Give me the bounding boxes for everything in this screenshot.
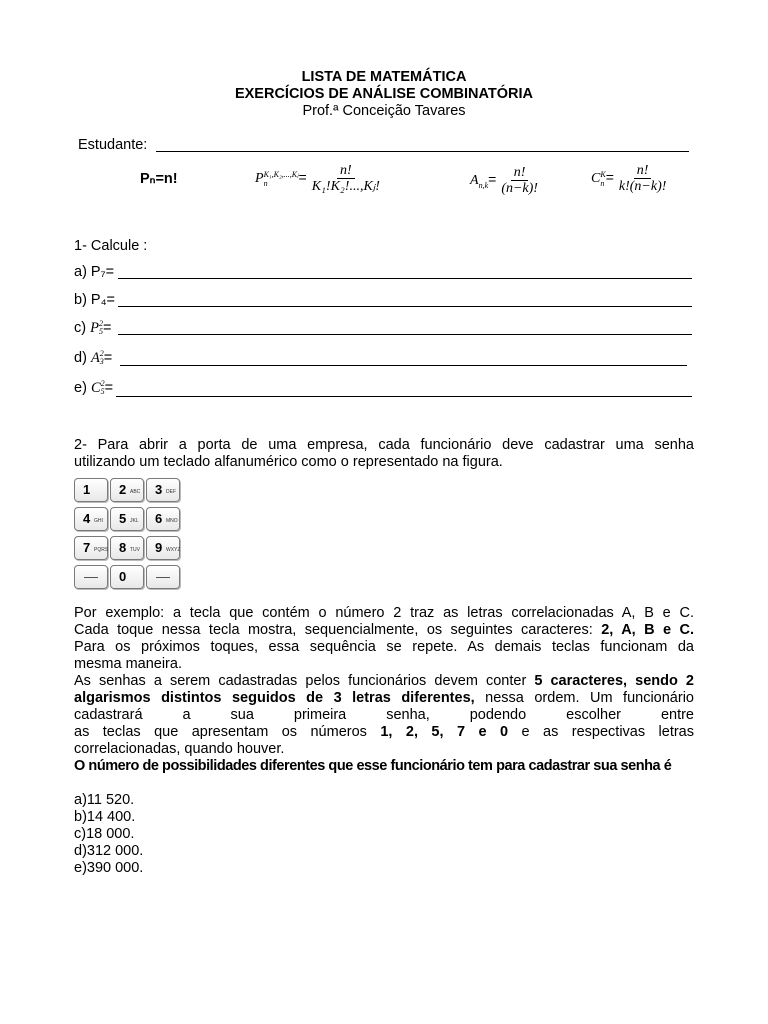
option-d: d)312 000. xyxy=(74,843,144,859)
q2-p1-line-1: Por exemplo: a tecla que contém o número 2 traz as letras correlacionadas A, B e C. xyxy=(74,605,694,621)
key-7 xyxy=(74,536,108,560)
formula-permutation: Pₙ=n! xyxy=(140,171,178,187)
perm-rep-sup: K₁,K₂,...,Kⱼ xyxy=(263,169,299,179)
arr-numerator: n! xyxy=(511,165,529,181)
key-8-digit: 8 xyxy=(119,540,127,555)
key-4 xyxy=(74,507,108,531)
key-0-digit: 0 xyxy=(119,569,127,584)
professor-name: Prof.ª Conceição Tavares xyxy=(302,103,466,119)
q2-p2-line-1-bold: 5 caracteres, sendo 2 xyxy=(534,673,694,689)
q1-item-e xyxy=(74,380,113,397)
key-4-letters: GHI xyxy=(94,518,103,524)
q2-question: O número de possibilidades diferentes que esse funcionário tem para cadastrar sua senha é xyxy=(74,758,672,774)
q1-answer-line-d xyxy=(120,365,687,366)
key-9-digit: 9 xyxy=(155,540,163,555)
key-0 xyxy=(110,565,144,589)
key-1-digit: 1 xyxy=(83,482,91,497)
title-line-2: EXERCÍCIOS DE ANÁLISE COMBINATÓRIA xyxy=(234,86,534,102)
q2-p1-line-2 xyxy=(74,622,694,638)
q2-p2-line-2-text: nessa ordem. Um funcionário xyxy=(485,690,694,706)
key-5-digit: 5 xyxy=(119,511,127,526)
option-a: a)11 520. xyxy=(74,792,135,808)
key-3-digit: 3 xyxy=(155,482,163,497)
q2-p2-line-2 xyxy=(74,690,694,706)
comb-symbol: C xyxy=(591,171,601,187)
key-2 xyxy=(110,478,144,502)
formula-permutation-repetition: P K₁,K₂,...,Kⱼ n = $\frac{n!}{\text{K₁!K₂!...,Kⱼ!}}$ xyxy=(255,163,383,194)
q1-answer-line-a xyxy=(118,278,692,279)
arr-denominator: (n−k)! xyxy=(501,181,538,196)
key-8-letters: TUV xyxy=(130,547,140,553)
dash-icon xyxy=(156,577,170,578)
q1-item-e-sub: 5 xyxy=(100,387,105,397)
arr-symbol: A xyxy=(470,173,479,189)
q1-item-d-sub: 3 xyxy=(99,357,104,367)
q1-item-e-symbol: C xyxy=(90,380,101,396)
key-2-letters: ABC xyxy=(130,489,141,495)
dash-icon xyxy=(84,577,98,578)
comb-numerator: n! xyxy=(634,163,652,179)
option-c: c)18 000. xyxy=(74,826,135,842)
q1-item-c-sup: 2 xyxy=(98,319,103,329)
q1-answer-line-e xyxy=(116,396,692,397)
key-blank-right xyxy=(146,565,180,589)
q2-p2-line-1 xyxy=(74,673,694,689)
key-5-letters: JKL xyxy=(130,518,139,524)
q1-item-c xyxy=(74,320,111,337)
comb-sub: n xyxy=(600,178,605,188)
q1-title: 1- Calcule : xyxy=(74,238,148,254)
perm-rep-sub: n xyxy=(263,178,268,188)
q1-item-e-sup: 2 xyxy=(100,379,105,389)
key-6 xyxy=(146,507,180,531)
title-line-1: LISTA DE MATEMÁTICA xyxy=(301,69,467,85)
key-9 xyxy=(146,536,180,560)
key-5 xyxy=(110,507,144,531)
q2-p1-line-3: Para os próximos toques, essa sequência se repete. As demais teclas funcionam da xyxy=(74,639,694,655)
key-7-letters: PQRS xyxy=(94,547,109,553)
q1-item-b: b) P₄= xyxy=(74,292,115,308)
q1-item-d-eq: = xyxy=(103,350,113,366)
formula-arrangement: $A_{n,k}=$ $\frac{n!}{(n-k)!}$ xyxy=(470,165,541,196)
q2-p2-line-5: correlacionadas, quando houver. xyxy=(74,741,285,757)
option-e: e)390 000. xyxy=(74,860,144,876)
q1-answer-line-c xyxy=(118,334,692,335)
key-6-letters: MNO xyxy=(166,518,178,524)
q2-p2-line-4-text-a: as teclas que apresentam os números xyxy=(74,724,367,740)
q2-intro-line-1: 2- Para abrir a porta de uma empresa, cada funcionário deve cadastrar uma senha xyxy=(74,437,694,453)
key-2-digit: 2 xyxy=(119,482,127,497)
key-9-letters: WXYZ xyxy=(166,547,181,553)
q1-item-d-sup: 2 xyxy=(99,349,104,359)
q2-p2-line-2-bold: algarismos distintos seguidos de 3 letras diferentes, xyxy=(74,690,475,706)
q2-p2-line-1-text: As senhas a serem cadastradas pelos funcionários devem conter xyxy=(74,673,527,689)
q1-item-e-label: e) xyxy=(74,380,87,396)
key-3-letters: DEF xyxy=(166,489,176,495)
q2-p1-line-2-text: Cada toque nessa tecla mostra, sequencialmente, os seguintes caracteres: xyxy=(74,622,593,638)
comb-sup: K xyxy=(600,169,606,179)
q2-p2-line-4-text-c: e as respectivas letras xyxy=(521,724,695,740)
q1-item-d-symbol: A xyxy=(90,350,100,366)
key-4-digit: 4 xyxy=(83,511,91,526)
q1-item-c-sub: 5 xyxy=(98,327,103,337)
comb-denominator: k!(n−k)! xyxy=(618,179,667,194)
key-1 xyxy=(74,478,108,502)
key-8 xyxy=(110,536,144,560)
keypad-figure xyxy=(74,478,179,590)
q1-item-a: a) P₇= xyxy=(74,264,115,280)
q2-p2-line-3: cadastrará a sua primeira senha, podendo escolher entre xyxy=(74,707,694,723)
perm-rep-symbol: P xyxy=(255,171,264,187)
q1-item-e-eq: = xyxy=(104,380,114,396)
q2-p1-line-2-bold: 2, A, B e C. xyxy=(601,622,695,638)
arr-sub: n,k xyxy=(478,181,489,190)
q1-item-d-label: d) xyxy=(74,350,87,366)
key-3 xyxy=(146,478,180,502)
q2-p1-line-4: mesma maneira. xyxy=(74,656,182,672)
formula-combination: C K n = $\frac{n!}{k!(n-k)!}$ xyxy=(591,163,669,194)
option-b: b)14 400. xyxy=(74,809,136,825)
q1-answer-line-b xyxy=(118,306,692,307)
key-7-digit: 7 xyxy=(83,540,91,555)
q1-item-d xyxy=(74,350,112,367)
q1-item-c-symbol: P xyxy=(90,320,99,336)
student-name-line xyxy=(156,151,689,152)
key-blank-left xyxy=(74,565,108,589)
perm-rep-denominator: K₁!K₂!...,Kⱼ! xyxy=(311,179,380,194)
q2-p2-line-4-bold: 1, 2, 5, 7 e 0 xyxy=(380,724,509,740)
student-label: Estudante: xyxy=(78,137,148,153)
q1-item-c-eq: = xyxy=(102,320,112,336)
key-6-digit: 6 xyxy=(155,511,163,526)
perm-rep-numerator: n! xyxy=(337,163,355,179)
q2-intro-line-2: utilizando um teclado alfanumérico como o representado na figura. xyxy=(74,454,503,470)
q1-item-c-label: c) xyxy=(74,320,87,336)
q2-p2-line-4 xyxy=(74,724,694,740)
